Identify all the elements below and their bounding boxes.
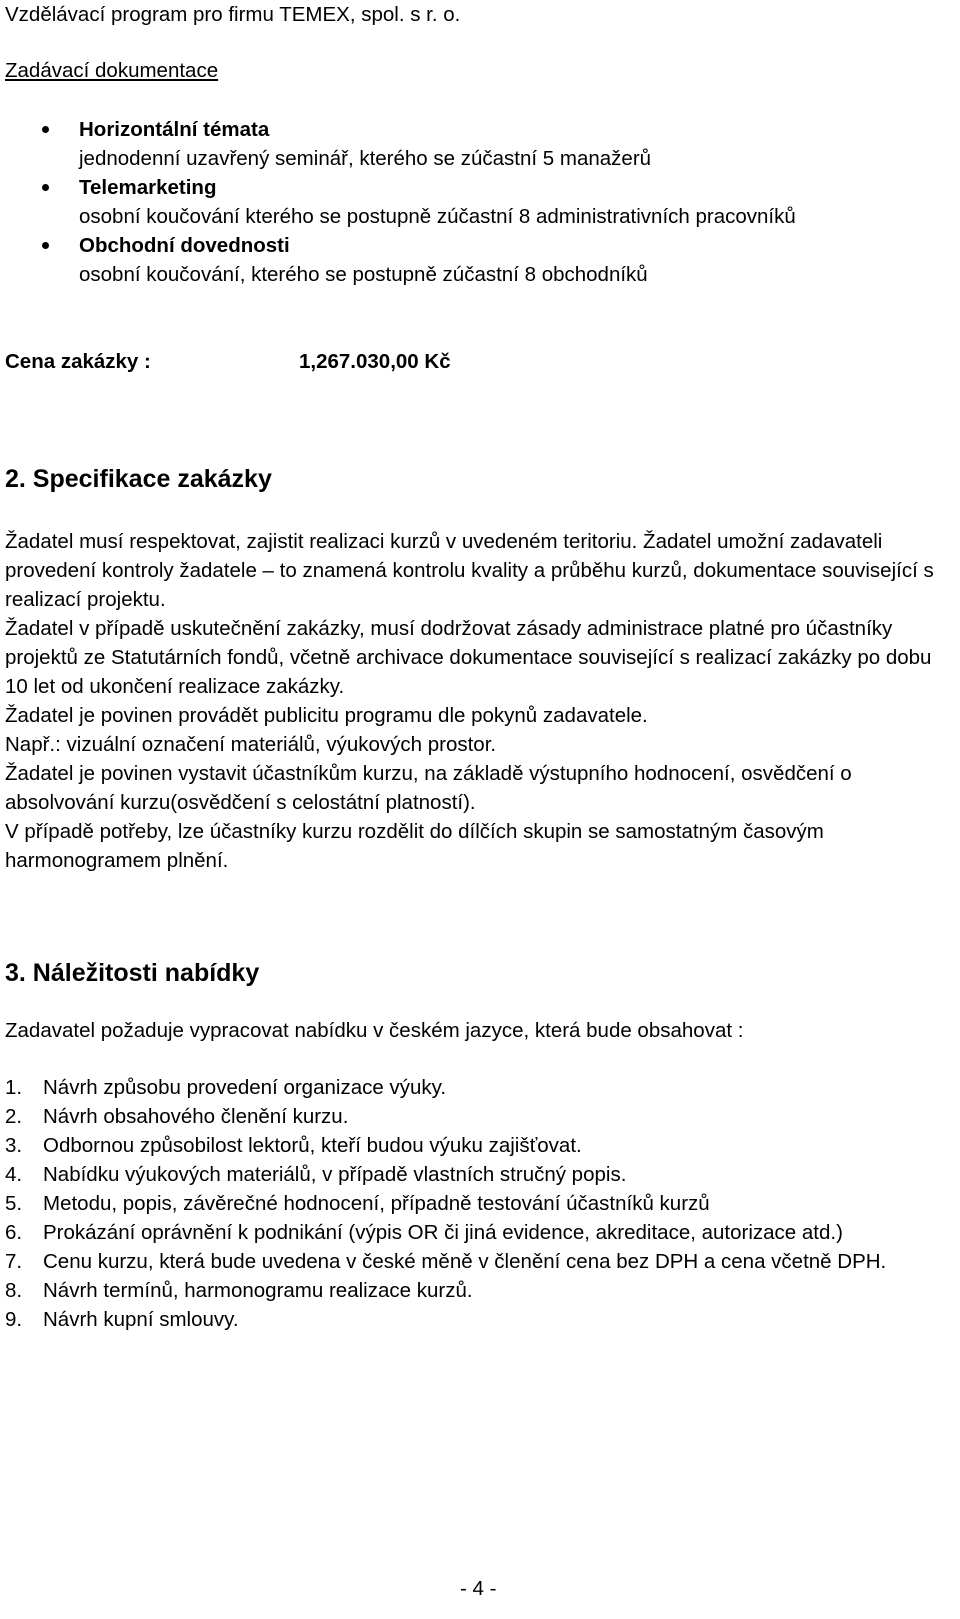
program-header: Vzdělávací program pro firmu TEMEX, spol. s r. o. xyxy=(5,3,461,26)
requirements-list xyxy=(5,1073,945,1334)
bullet-icon xyxy=(42,184,49,191)
paragraph: V případě potřeby, lze účastníky kurzu rozdělit do dílčích skupin se samostatným časovým harmonogramem plnění. xyxy=(5,820,824,872)
list-item xyxy=(5,1131,945,1160)
item-number: 1. xyxy=(5,1076,23,1099)
item-number: 3. xyxy=(5,1134,23,1157)
topic-title: Telemarketing xyxy=(79,176,217,199)
list-item xyxy=(5,173,905,231)
item-number: 7. xyxy=(5,1250,23,1273)
paragraph: Žadatel je povinen provádět publicitu programu dle pokynů zadavatele. xyxy=(5,704,648,727)
section-heading-offer-requirements: 3. Náležitosti nabídky xyxy=(5,959,260,987)
item-text: Návrh termínů, harmonogramu realizace kurzů. xyxy=(43,1279,473,1302)
item-text: Metodu, popis, závěrečné hodnocení, případně testování účastníků kurzů xyxy=(43,1192,710,1215)
list-item xyxy=(5,231,905,289)
section-heading-specification: 2. Specifikace zakázky xyxy=(5,465,272,493)
item-text: Návrh kupní smlouvy. xyxy=(43,1308,239,1331)
topics-list xyxy=(5,115,905,289)
paragraph: Žadatel musí respektovat, zajistit realizaci kurzů v uvedeném teritoriu. Žadatel umožní zadavateli provedení kontroly žadatele – to znamená kontrolu kvality a průběhu kurzů, dokumentace související s realizací projektu. xyxy=(5,530,934,611)
item-number: 6. xyxy=(5,1221,23,1244)
list-item xyxy=(5,115,905,173)
item-text: Odbornou způsobilost lektorů, kteří budou výuku zajišťovat. xyxy=(43,1134,582,1157)
item-text: Návrh způsobu provedení organizace výuky. xyxy=(43,1076,447,1099)
item-number: 5. xyxy=(5,1192,23,1215)
page-number: - 4 - xyxy=(460,1577,497,1600)
requirements-intro: Zadavatel požaduje vypracovat nabídku v českém jazyce, která bude obsahovat : xyxy=(5,1019,744,1042)
topic-title: Horizontální témata xyxy=(79,118,270,141)
paragraph: Např.: vizuální označení materiálů, výukových prostor. xyxy=(5,733,497,756)
price-value: 1,267.030,00 Kč xyxy=(299,350,451,373)
list-item xyxy=(5,1305,945,1334)
price-label: Cena zakázky : xyxy=(5,350,151,373)
paragraph: Žadatel v případě uskutečnění zakázky, musí dodržovat zásady administrace platné pro účastníky projektů ze Statutárních fondů, včetně archivace dokumentace související s realizací zakázky po dobu 10 let od ukončení realizace zakázky. xyxy=(5,617,932,698)
list-item xyxy=(5,1189,945,1218)
item-number: 9. xyxy=(5,1308,23,1331)
topic-description: osobní koučování kterého se postupně zúčastní 8 administrativních pracovníků xyxy=(79,205,796,228)
specification-text xyxy=(5,527,950,875)
list-item xyxy=(5,1160,945,1189)
list-item xyxy=(5,1102,945,1131)
item-number: 8. xyxy=(5,1279,23,1302)
item-number: 4. xyxy=(5,1163,23,1186)
topic-description: osobní koučování, kterého se postupně zúčastní 8 obchodníků xyxy=(79,263,648,286)
paragraph: Žadatel je povinen vystavit účastníkům kurzu, na základě výstupního hodnocení, osvědčení o absolvování kurzu(osvědčení s celostátní platností). xyxy=(5,762,852,814)
item-text: Prokázání oprávnění k podnikání (výpis OR či jiná evidence, akreditace, autorizace atd.) xyxy=(43,1221,843,1244)
item-text: Návrh obsahového členění kurzu. xyxy=(43,1105,349,1128)
list-item xyxy=(5,1247,945,1276)
bullet-icon xyxy=(42,242,49,249)
list-item xyxy=(5,1218,945,1247)
list-item xyxy=(5,1276,945,1305)
contract-price xyxy=(5,347,451,376)
item-number: 2. xyxy=(5,1105,23,1128)
tender-documentation-link[interactable]: Zadávací dokumentace xyxy=(5,59,219,82)
bullet-icon xyxy=(42,126,49,133)
list-item xyxy=(5,1073,945,1102)
topic-title: Obchodní dovednosti xyxy=(79,234,290,257)
topic-description: jednodenní uzavřený seminář, kterého se zúčastní 5 manažerů xyxy=(79,147,652,170)
item-text: Nabídku výukových materiálů, v případě vlastních stručný popis. xyxy=(43,1163,627,1186)
item-text: Cenu kurzu, která bude uvedena v české měně v členění cena bez DPH a cena včetně DPH. xyxy=(43,1250,887,1273)
